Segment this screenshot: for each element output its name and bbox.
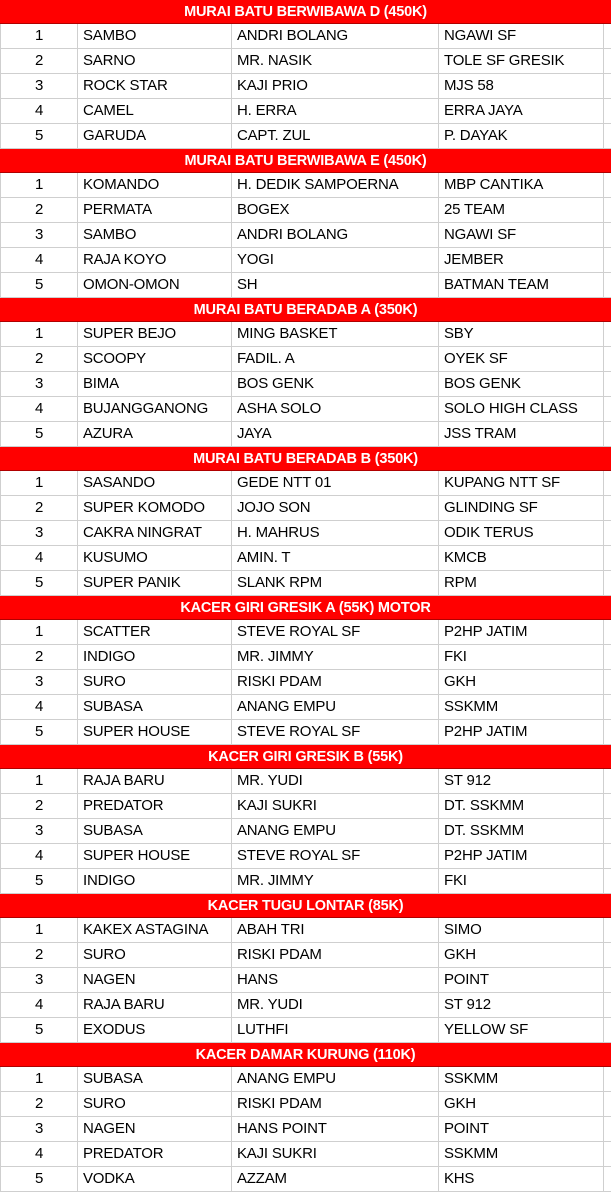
- table-row: [0, 223, 611, 248]
- bird-name-cell: KUSUMO: [78, 546, 232, 570]
- owner-cell: BOS GENK: [232, 372, 439, 396]
- owner-cell: HANS POINT: [232, 1117, 439, 1141]
- section-title: MURAI BATU BERWIBAWA D (450K): [0, 0, 611, 24]
- rank-cell: 5: [0, 422, 78, 446]
- table-row: [0, 720, 611, 745]
- table-row: [0, 372, 611, 397]
- bird-name-cell: KAKEX ASTAGINA: [78, 918, 232, 942]
- bird-name-cell: INDIGO: [78, 645, 232, 669]
- rank-cell: 4: [0, 844, 78, 868]
- rank-cell: 3: [0, 670, 78, 694]
- rank-cell: 4: [0, 397, 78, 421]
- rank-cell: 4: [0, 695, 78, 719]
- owner-cell: KAJI PRIO: [232, 74, 439, 98]
- class-section: [0, 149, 611, 298]
- table-row: [0, 968, 611, 993]
- owner-cell: AMIN. T: [232, 546, 439, 570]
- owner-cell: FADIL. A: [232, 347, 439, 371]
- table-row: [0, 993, 611, 1018]
- class-section: [0, 298, 611, 447]
- rank-cell: 3: [0, 819, 78, 843]
- table-row: [0, 943, 611, 968]
- team-cell: POINT: [439, 1117, 604, 1141]
- team-cell: KHS: [439, 1167, 604, 1191]
- table-row: [0, 521, 611, 546]
- rank-cell: 5: [0, 1018, 78, 1042]
- bird-name-cell: PREDATOR: [78, 1142, 232, 1166]
- team-cell: MBP CANTIKA: [439, 173, 604, 197]
- team-cell: TOLE SF GRESIK: [439, 49, 604, 73]
- team-cell: ST 912: [439, 769, 604, 793]
- rank-cell: 1: [0, 24, 78, 48]
- table-row: [0, 918, 611, 943]
- table-row: [0, 24, 611, 49]
- team-cell: BATMAN TEAM: [439, 273, 604, 297]
- section-title: KACER GIRI GRESIK B (55K): [0, 745, 611, 769]
- team-cell: GKH: [439, 1092, 604, 1116]
- owner-cell: MR. JIMMY: [232, 869, 439, 893]
- team-cell: KUPANG NTT SF: [439, 471, 604, 495]
- bird-name-cell: PERMATA: [78, 198, 232, 222]
- bird-name-cell: BUJANGGANONG: [78, 397, 232, 421]
- rank-cell: 4: [0, 993, 78, 1017]
- rank-cell: 4: [0, 1142, 78, 1166]
- rank-cell: 2: [0, 1092, 78, 1116]
- bird-name-cell: SAMBO: [78, 24, 232, 48]
- owner-cell: STEVE ROYAL SF: [232, 720, 439, 744]
- owner-cell: SH: [232, 273, 439, 297]
- owner-cell: ANANG EMPU: [232, 1067, 439, 1091]
- bird-name-cell: SCATTER: [78, 620, 232, 644]
- table-row: [0, 99, 611, 124]
- section-title: KACER GIRI GRESIK A (55K) MOTOR: [0, 596, 611, 620]
- owner-cell: RISKI PDAM: [232, 1092, 439, 1116]
- bird-name-cell: SAMBO: [78, 223, 232, 247]
- rank-cell: 2: [0, 347, 78, 371]
- section-title: KACER TUGU LONTAR (85K): [0, 894, 611, 918]
- bird-name-cell: PREDATOR: [78, 794, 232, 818]
- table-row: [0, 546, 611, 571]
- rank-cell: 4: [0, 99, 78, 123]
- table-row: [0, 273, 611, 298]
- bird-name-cell: CAKRA NINGRAT: [78, 521, 232, 545]
- table-row: [0, 496, 611, 521]
- bird-name-cell: SURO: [78, 943, 232, 967]
- rank-cell: 1: [0, 471, 78, 495]
- rank-cell: 5: [0, 273, 78, 297]
- rank-cell: 3: [0, 521, 78, 545]
- class-section: [0, 894, 611, 1043]
- table-row: [0, 248, 611, 273]
- bird-name-cell: SUBASA: [78, 695, 232, 719]
- owner-cell: H. DEDIK SAMPOERNA: [232, 173, 439, 197]
- team-cell: POINT: [439, 968, 604, 992]
- owner-cell: STEVE ROYAL SF: [232, 620, 439, 644]
- rank-cell: 3: [0, 1117, 78, 1141]
- team-cell: JSS TRAM: [439, 422, 604, 446]
- table-row: [0, 1018, 611, 1043]
- table-row: [0, 869, 611, 894]
- table-row: [0, 471, 611, 496]
- bird-name-cell: NAGEN: [78, 968, 232, 992]
- owner-cell: HANS: [232, 968, 439, 992]
- bird-name-cell: INDIGO: [78, 869, 232, 893]
- team-cell: SOLO HIGH CLASS: [439, 397, 604, 421]
- table-row: [0, 124, 611, 149]
- rank-cell: 2: [0, 496, 78, 520]
- class-section: [0, 0, 611, 149]
- owner-cell: LUTHFI: [232, 1018, 439, 1042]
- table-row: [0, 819, 611, 844]
- owner-cell: MR. YUDI: [232, 769, 439, 793]
- class-section: [0, 596, 611, 745]
- rank-cell: 3: [0, 968, 78, 992]
- rank-cell: 2: [0, 49, 78, 73]
- rank-cell: 5: [0, 124, 78, 148]
- bird-name-cell: NAGEN: [78, 1117, 232, 1141]
- bird-name-cell: GARUDA: [78, 124, 232, 148]
- table-row: [0, 695, 611, 720]
- bird-name-cell: ROCK STAR: [78, 74, 232, 98]
- team-cell: ERRA JAYA: [439, 99, 604, 123]
- rank-cell: 2: [0, 645, 78, 669]
- rank-cell: 1: [0, 322, 78, 346]
- bird-name-cell: RAJA KOYO: [78, 248, 232, 272]
- team-cell: GKH: [439, 670, 604, 694]
- bird-name-cell: SUBASA: [78, 1067, 232, 1091]
- rank-cell: 4: [0, 546, 78, 570]
- owner-cell: MING BASKET: [232, 322, 439, 346]
- section-title: MURAI BATU BERADAB A (350K): [0, 298, 611, 322]
- rank-cell: 2: [0, 794, 78, 818]
- owner-cell: H. MAHRUS: [232, 521, 439, 545]
- owner-cell: ABAH TRI: [232, 918, 439, 942]
- bird-name-cell: SUBASA: [78, 819, 232, 843]
- owner-cell: ANDRI BOLANG: [232, 24, 439, 48]
- team-cell: MJS 58: [439, 74, 604, 98]
- table-row: [0, 645, 611, 670]
- owner-cell: MR. NASIK: [232, 49, 439, 73]
- bird-name-cell: BIMA: [78, 372, 232, 396]
- rank-cell: 2: [0, 198, 78, 222]
- table-row: [0, 74, 611, 99]
- rank-cell: 5: [0, 720, 78, 744]
- team-cell: FKI: [439, 869, 604, 893]
- rank-cell: 1: [0, 1067, 78, 1091]
- table-row: [0, 1167, 611, 1192]
- bird-name-cell: SUPER PANIK: [78, 571, 232, 595]
- owner-cell: MR. JIMMY: [232, 645, 439, 669]
- bird-name-cell: EXODUS: [78, 1018, 232, 1042]
- owner-cell: ASHA SOLO: [232, 397, 439, 421]
- bird-name-cell: SUPER BEJO: [78, 322, 232, 346]
- bird-name-cell: KOMANDO: [78, 173, 232, 197]
- rank-cell: 2: [0, 943, 78, 967]
- table-row: [0, 1067, 611, 1092]
- bird-name-cell: VODKA: [78, 1167, 232, 1191]
- table-row: [0, 769, 611, 794]
- team-cell: SSKMM: [439, 1067, 604, 1091]
- owner-cell: MR. YUDI: [232, 993, 439, 1017]
- owner-cell: STEVE ROYAL SF: [232, 844, 439, 868]
- bird-name-cell: SASANDO: [78, 471, 232, 495]
- bird-name-cell: AZURA: [78, 422, 232, 446]
- team-cell: SSKMM: [439, 695, 604, 719]
- team-cell: OYEK SF: [439, 347, 604, 371]
- owner-cell: CAPT. ZUL: [232, 124, 439, 148]
- bird-name-cell: RAJA BARU: [78, 769, 232, 793]
- rank-cell: 3: [0, 223, 78, 247]
- table-row: [0, 347, 611, 372]
- rank-cell: 1: [0, 918, 78, 942]
- table-row: [0, 571, 611, 596]
- team-cell: GKH: [439, 943, 604, 967]
- bird-name-cell: SURO: [78, 670, 232, 694]
- rank-cell: 1: [0, 620, 78, 644]
- team-cell: ODIK TERUS: [439, 521, 604, 545]
- table-row: [0, 422, 611, 447]
- owner-cell: RISKI PDAM: [232, 943, 439, 967]
- owner-cell: ANANG EMPU: [232, 695, 439, 719]
- bird-name-cell: SCOOPY: [78, 347, 232, 371]
- class-section: [0, 745, 611, 894]
- team-cell: DT. SSKMM: [439, 819, 604, 843]
- bird-name-cell: SURO: [78, 1092, 232, 1116]
- owner-cell: BOGEX: [232, 198, 439, 222]
- team-cell: RPM: [439, 571, 604, 595]
- owner-cell: KAJI SUKRI: [232, 794, 439, 818]
- team-cell: KMCB: [439, 546, 604, 570]
- owner-cell: KAJI SUKRI: [232, 1142, 439, 1166]
- rank-cell: 5: [0, 1167, 78, 1191]
- table-row: [0, 1117, 611, 1142]
- team-cell: YELLOW SF: [439, 1018, 604, 1042]
- bird-name-cell: SUPER HOUSE: [78, 844, 232, 868]
- owner-cell: ANANG EMPU: [232, 819, 439, 843]
- team-cell: NGAWI SF: [439, 24, 604, 48]
- owner-cell: SLANK RPM: [232, 571, 439, 595]
- table-row: [0, 620, 611, 645]
- table-row: [0, 794, 611, 819]
- team-cell: P2HP JATIM: [439, 844, 604, 868]
- bird-name-cell: RAJA BARU: [78, 993, 232, 1017]
- team-cell: FKI: [439, 645, 604, 669]
- bird-name-cell: CAMEL: [78, 99, 232, 123]
- team-cell: GLINDING SF: [439, 496, 604, 520]
- rank-cell: 5: [0, 571, 78, 595]
- bird-name-cell: OMON-OMON: [78, 273, 232, 297]
- team-cell: P2HP JATIM: [439, 620, 604, 644]
- table-row: [0, 173, 611, 198]
- table-row: [0, 670, 611, 695]
- owner-cell: JOJO SON: [232, 496, 439, 520]
- owner-cell: JAYA: [232, 422, 439, 446]
- bird-name-cell: SARNO: [78, 49, 232, 73]
- rank-cell: 1: [0, 173, 78, 197]
- owner-cell: H. ERRA: [232, 99, 439, 123]
- team-cell: P2HP JATIM: [439, 720, 604, 744]
- table-row: [0, 49, 611, 74]
- team-cell: ST 912: [439, 993, 604, 1017]
- section-title: KACER DAMAR KURUNG (110K): [0, 1043, 611, 1067]
- section-title: MURAI BATU BERADAB B (350K): [0, 447, 611, 471]
- bird-name-cell: SUPER HOUSE: [78, 720, 232, 744]
- rank-cell: 5: [0, 869, 78, 893]
- owner-cell: RISKI PDAM: [232, 670, 439, 694]
- table-row: [0, 844, 611, 869]
- team-cell: DT. SSKMM: [439, 794, 604, 818]
- table-row: [0, 1142, 611, 1167]
- class-section: [0, 1043, 611, 1192]
- table-row: [0, 198, 611, 223]
- class-section: [0, 447, 611, 596]
- owner-cell: ANDRI BOLANG: [232, 223, 439, 247]
- rank-cell: 1: [0, 769, 78, 793]
- owner-cell: AZZAM: [232, 1167, 439, 1191]
- owner-cell: YOGI: [232, 248, 439, 272]
- owner-cell: GEDE NTT 01: [232, 471, 439, 495]
- team-cell: SIMO: [439, 918, 604, 942]
- table-row: [0, 322, 611, 347]
- table-row: [0, 397, 611, 422]
- table-row: [0, 1092, 611, 1117]
- team-cell: P. DAYAK: [439, 124, 604, 148]
- bird-name-cell: SUPER KOMODO: [78, 496, 232, 520]
- rank-cell: 3: [0, 74, 78, 98]
- rank-cell: 4: [0, 248, 78, 272]
- team-cell: 25 TEAM: [439, 198, 604, 222]
- team-cell: JEMBER: [439, 248, 604, 272]
- team-cell: SSKMM: [439, 1142, 604, 1166]
- rank-cell: 3: [0, 372, 78, 396]
- team-cell: BOS GENK: [439, 372, 604, 396]
- team-cell: SBY: [439, 322, 604, 346]
- team-cell: NGAWI SF: [439, 223, 604, 247]
- section-title: MURAI BATU BERWIBAWA E (450K): [0, 149, 611, 173]
